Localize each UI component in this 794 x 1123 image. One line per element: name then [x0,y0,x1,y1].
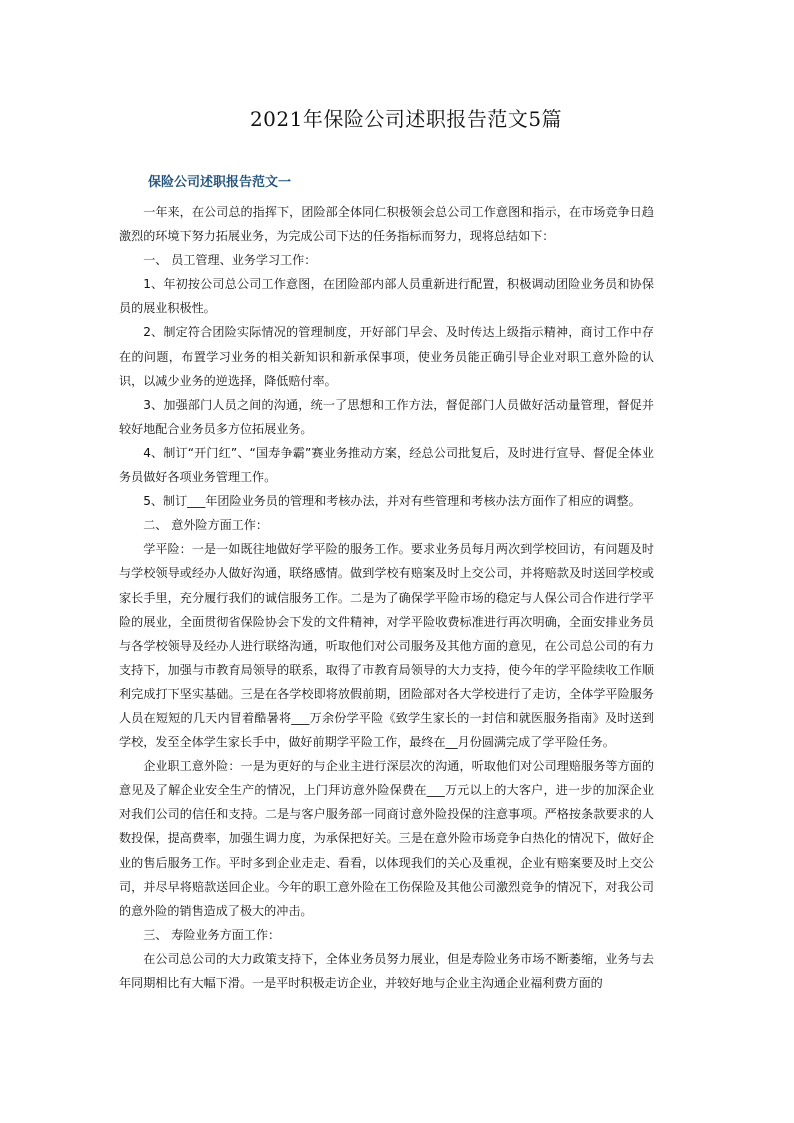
section-heading: 保险公司述职报告范文一 [148,175,292,190]
paragraph-item-1: 1、年初按公司总公司工作意图，在团险部内部人员重新进行配置，积极调动团险业务员和协保员的展业积极性。 [119,277,654,316]
paragraph-item-2: 2、制定符合团险实际情况的管理制度，开好部门早会、及时传达上级指示精神，商讨工作中存在的问题，布置学习业务的相关新知识和新承保事项，使业务员能正确引导企业对职工意外险的认识，以减少业务的逆选择，降低赔付率。 [119,325,654,388]
paragraph-student-insurance: 学平险：一是一如既往地做好学平险的服务工作。要求业务员每月两次到学校回访，有问题及时与学校领导或经办人做好沟通，联络感情。做到学校有赔案及时上交公司，并将赔款及时送回学校或家长手里，充分履行我们的诚信服务工作。二是为了确保学平险市场的稳定与人保公司合作进行学平险的展业，全面贯彻省保险协会下发的文件精神，对学平险收费标准进行再次明确，全面安排业务员与各学校领导及经办人进行联络沟通，听取他们对公司服务及其他方面的意见，在公司总公司的有力支持下，加强与市教育局领导的联系，取得了市教育局领导的大力支持，使今年的学平险续收工作顺利完成打下坚实基础。三是在各学校即将放假前期，团险部对各大学校进行了走访，全体学平险服务人员在短短的几天内冒着酷暑将___万余份学平险《致学生家长的一封信和就医服务指南》及时送到学校，发至全体学生家长手中，做好前期学平险工作，最终在__月份圆满完成了学平险任务。 [119,542,654,750]
paragraph-item-3: 3、加强部门人员之间的沟通，统一了思想和工作方法，督促部门人员做好活动量管理，督促并较好地配合业务员多方位拓展业务。 [119,397,654,436]
paragraph-item-4: 4、制订“开门红”、“国寿争霸”赛业务推动方案，经总公司批复后，及时进行宣导、督促全体业务员做好各项业务管理工作。 [119,445,654,485]
paragraph-heading-life: 三、 寿险业务方面工作： [143,927,281,942]
paragraph-intro: 一年来，在公司总的指挥下，团险部全体同仁积极领会总公司工作意图和指示，在市场竞争日趋激烈的环境下努力拓展业务，为完成公司下达的任务指标而努力，现将总结如下： [119,205,654,244]
paragraph-item-5: 5、制订___年团险业务员的管理和考核办法，并对有些管理和考核办法方面作了相应的调整。 [143,494,641,509]
document-title: 2021年保险公司述职报告范文5篇 [249,107,563,131]
document-body [119,200,654,995]
paragraph-employee-insurance: 企业职工意外险：一是为更好的与企业主进行深层次的沟通，听取他们对公司理赔服务等方面的意见及了解企业安全生产的情况，上门拜访意外险保费在___万元以上的大客户，进一步的加深企业对我们公司的信任和支持。二是与客户服务部一同商讨意外险投保的注意事项。严格按条款要求的人数投保，提高费率，加强生调力度，为承保把好关。三是在意外险市场竞争白热化的情况下，做好企业的售后服务工作。平时多到企业走走、看看，以体现我们的关心及重视，企业有赔案要及时上交公司，并尽早将赔款送回企业。今年的职工意外险在工伤保险及其他公司激烈竞争的情况下，对我公司的意外险的销售造成了极大的冲击。 [119,759,654,918]
paragraph-heading-staff: 一、 员工管理、业务学习工作： [143,253,317,268]
paragraph-heading-accident: 二、 意外险方面工作： [143,518,268,533]
paragraph-life-business: 在公司总公司的大力政策支持下，全体业务员努力展业，但是寿险业务市场不断萎缩，业务与去年同期相比有大幅下滑。一是平时积极走访企业，并较好地与企业主沟通企业福利费方面的 [119,951,654,990]
